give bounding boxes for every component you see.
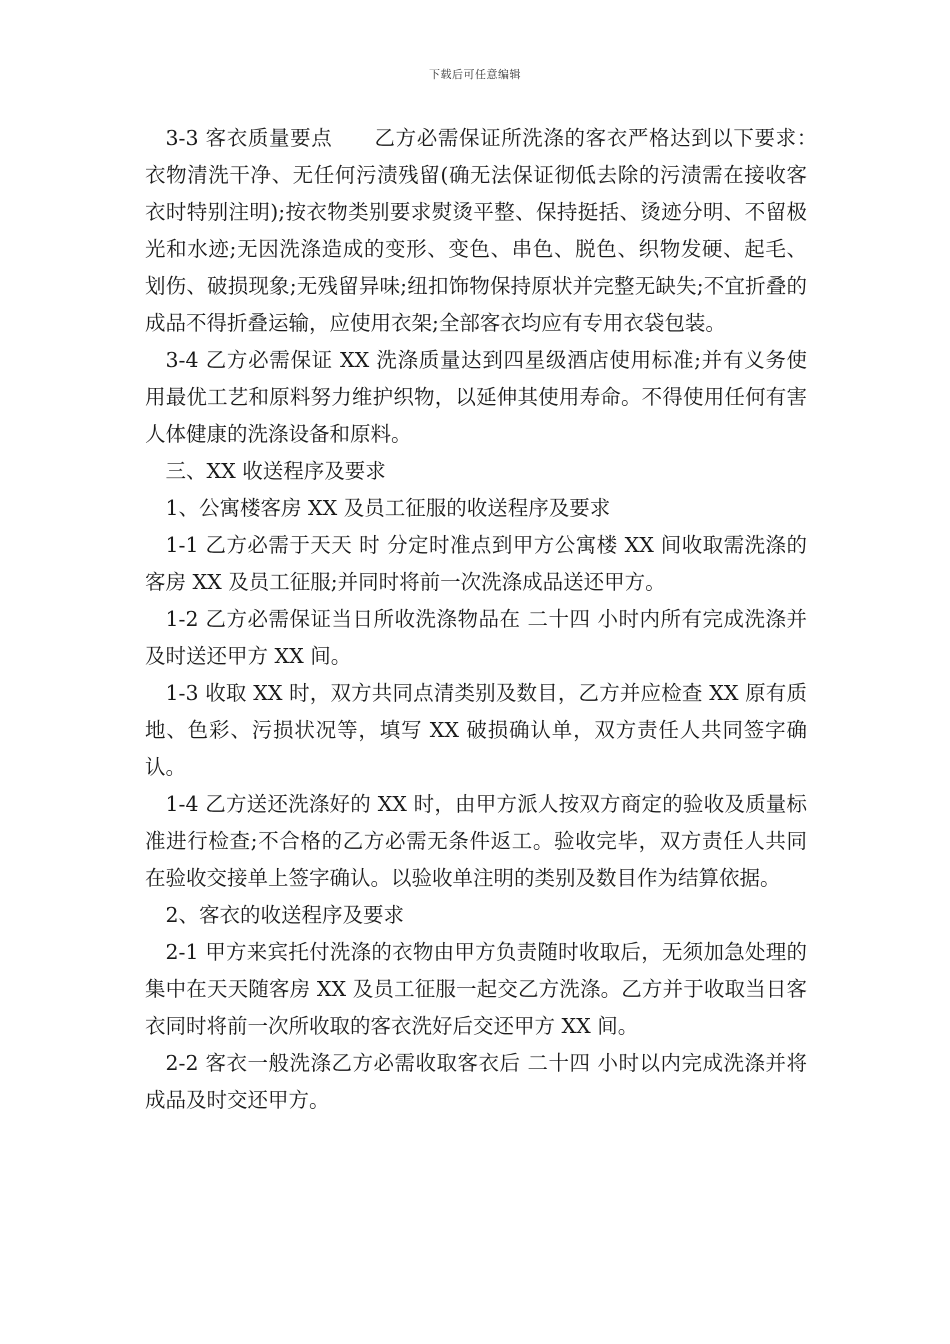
paragraph-2-2: 2-2 客衣一般洗涤乙方必需收取客衣后 二十四 小时以内完成洗涤并将成品及时交还甲方。 xyxy=(145,1051,807,1112)
paragraph-3-4: 3-4 乙方必需保证 XX 洗涤质量达到四星级酒店使用标准;并有义务使用最优工艺和原料努力维护织物，以延伸其使用寿命。不得使用任何有害人体健康的洗涤设备和原料。 xyxy=(145,348,807,446)
paragraph-1-1: 1-1 乙方必需于天天 时 分定时准点到甲方公寓楼 XX 间收取需洗涤的客房 XX 及员工征服;并同时将前一次洗涤成品送还甲方。 xyxy=(145,533,807,594)
paragraph-3-3: 3-3 客衣质量要点 乙方必需保证所洗涤的客衣严格达到以下要求： 衣物清洗干净、无任何污渍残留(确无法保证彻低去除的污渍需在接收客衣时特别注明);按衣物类别要求熨烫平整、保持挺括、烫迹分明、不留极光和水迹;无因洗涤造成的变形、变色、串色、脱色、织物发硬、起毛、划伤、破损现象;无残留异味;纽扣饰物保持原状并完整无缺失;不宜折叠的成品不得折叠运输，应使用衣架;全部客衣均应有专用衣袋包装。 xyxy=(145,126,848,335)
subsection-heading-2: 2、客衣的收送程序及要求 xyxy=(165,903,405,927)
document-body xyxy=(145,120,848,1119)
section-heading-3: 三、XX 收送程序及要求 xyxy=(165,459,386,483)
page-header: 下载后可任意编辑 xyxy=(429,68,521,81)
paragraph-1-2: 1-2 乙方必需保证当日所收洗涤物品在 二十四 小时内所有完成洗涤并及时送还甲方 XX 间。 xyxy=(145,607,807,668)
subsection-heading-1: 1、公寓楼客房 XX 及员工征服的收送程序及要求 xyxy=(165,496,611,520)
paragraph-2-1: 2-1 甲方来宾托付洗涤的衣物由甲方负责随时收取后，无须加急处理的集中在天天随客房 XX 及员工征服一起交乙方洗涤。乙方并于收取当日客衣同时将前一次所收取的客衣洗好后交还甲方 XX 间。 xyxy=(145,940,807,1038)
paragraph-1-4: 1-4 乙方送还洗涤好的 XX 时，由甲方派人按双方商定的验收及质量标准进行检查;不合格的乙方必需无条件返工。验收完毕，双方责任人共同在验收交接单上签字确认。以验收单注明的类别及数目作为结算依据。 xyxy=(145,792,807,890)
paragraph-1-3: 1-3 收取 XX 时，双方共同点清类别及数目，乙方并应检查 XX 原有质地、色彩、污损状况等，填写 XX 破损确认单，双方责任人共同签字确认。 xyxy=(145,681,807,779)
